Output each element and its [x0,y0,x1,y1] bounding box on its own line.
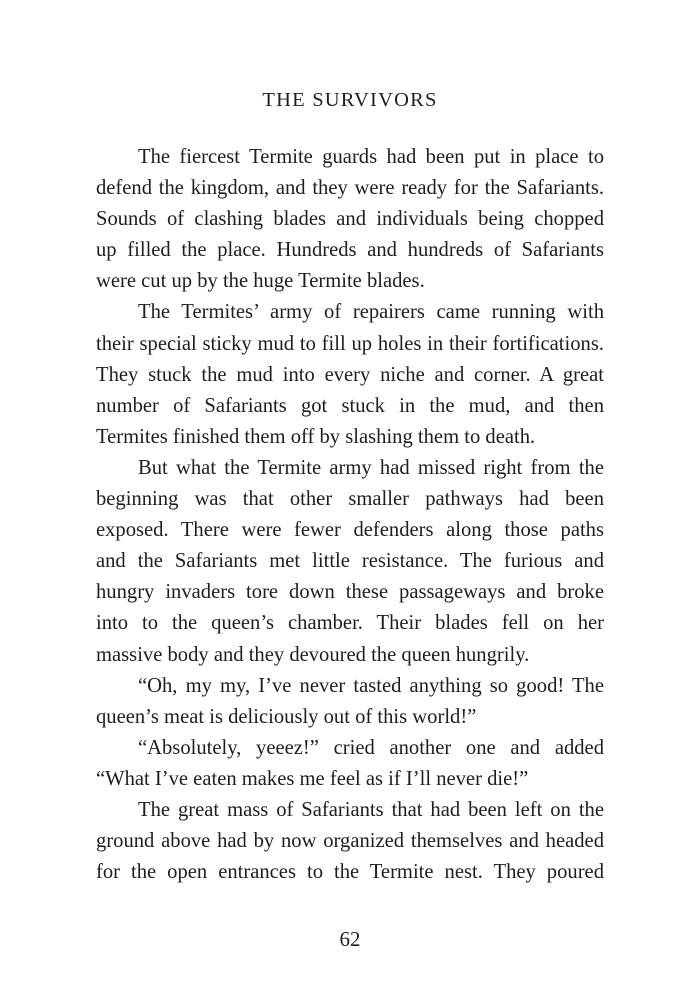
text-line: massive body and they devoured the queen hungrily. [96,643,530,666]
text-line: ground above had by now organized themselves and headed [96,830,604,853]
text-line: number of Safariants got stuck in the mud, and then [96,394,604,417]
text-line: hungry invaders tore down these passageways and broke [96,581,604,604]
body-text [96,142,604,888]
text-line: “What I’ve eaten makes me feel as if I’ll never die!” [96,767,529,790]
text-line: for the open entrances to the Termite nest. They poured [96,861,604,884]
text-line: were cut up by the huge Termite blades. [96,270,425,293]
text-line: Sounds of clashing blades and individuals being chopped [96,208,604,231]
text-line: The Termites’ army of repairers came running with [138,301,604,324]
text-line: Termites finished them off by slashing them to death. [96,425,536,448]
text-line: queen’s meat is deliciously out of this world!” [96,705,477,728]
text-line: their special sticky mud to fill up holes in their fortifications. [96,332,604,355]
page-number: 62 [339,927,361,951]
paragraph [96,733,604,795]
text-line: and the Safariants met little resistance. The furious and [96,550,604,573]
text-line: “Oh, my my, I’ve never tasted anything so good! The [138,674,604,697]
paragraph [96,795,604,888]
text-line: exposed. There were fewer defenders along those paths [96,519,604,542]
text-line: beginning was that other smaller pathways had been [96,488,604,511]
paragraph [96,453,604,671]
paragraph [96,142,604,297]
running-head: THE SURVIVORS [262,89,438,111]
text-line: The great mass of Safariants that had been left on the [138,798,604,821]
text-line: The fiercest Termite guards had been put in place to [138,146,604,168]
text-line: But what the Termite army had missed right from the [138,456,604,479]
text-line: into to the queen’s chamber. Their blades fell on her [96,612,604,635]
text-line: defend the kingdom, and they were ready for the Safariants. [96,177,604,200]
text-line: up filled the place. Hundreds and hundreds of Safariants [96,239,604,262]
text-line: They stuck the mud into every niche and corner. A great [96,363,604,386]
text-line: “Absolutely, yeeez!” cried another one and added [138,736,604,759]
paragraph [96,671,604,733]
paragraph [96,297,604,452]
